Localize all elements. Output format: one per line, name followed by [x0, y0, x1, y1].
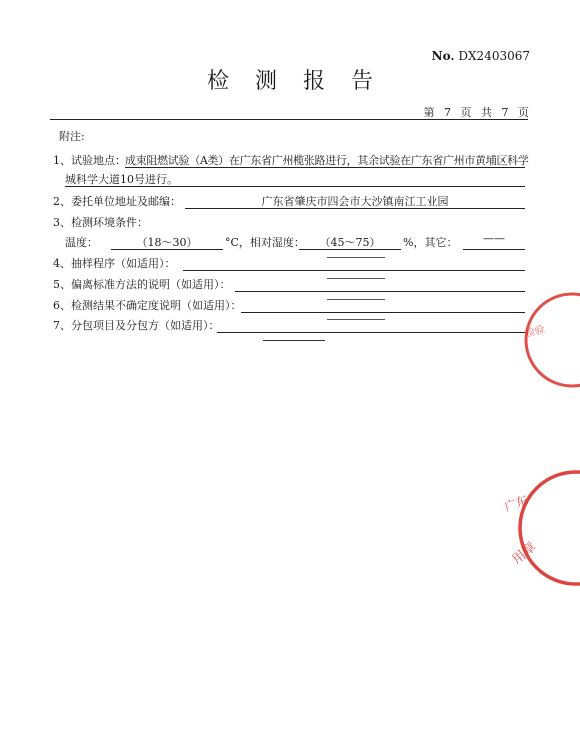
note-item-5-label: 5、偏离标准方法的说明（如适用）：: [53, 278, 231, 291]
note-item-2-label: 2、委托单位地址及邮编：: [53, 195, 181, 208]
report-number: [432, 49, 530, 63]
header-divider: [50, 119, 528, 120]
note-item-1-text-line-a: 成束阻燃试验（A类）在广东省广州榄张路进行，其余试验在广东省广州市黄埔区科学: [125, 154, 529, 167]
note-item-1-prefix: 1、试验地点：: [53, 154, 126, 167]
end-marker: [263, 340, 325, 341]
notes-heading: 附注:: [59, 130, 85, 143]
seal-stamp-bottom-text-2: 用章: [509, 539, 540, 568]
note-item-1-underline-a: [125, 152, 525, 168]
note-item-7-label: 7、分包项目及分包方（如适用）：: [53, 319, 220, 332]
temperature-value: （18～30）: [136, 236, 198, 249]
report-title: 检测报告: [206, 69, 399, 94]
note-item-7-dash: [327, 319, 385, 320]
temperature-unit-humidity-label: °C，相对湿度：: [225, 236, 305, 249]
report-number-label: No.: [431, 49, 455, 63]
page-indicator: 第 7 页 共 7 页: [423, 106, 532, 119]
seal-stamp-bottom: [490, 470, 580, 590]
note-item-6-label: 6、检测结果不确定度说明（如适用）：: [53, 299, 242, 312]
humidity-value: （45～75）: [319, 236, 381, 249]
humidity-unit-other-label: %，其它：: [403, 236, 458, 249]
note-item-4-label: 4、抽样程序（如适用）：: [53, 257, 176, 270]
note-item-1-text-line-b: 城科学大道10号进行。: [65, 173, 178, 186]
seal-stamp-top: [500, 292, 580, 388]
seal-stamp-bottom-text-1: 广东: [502, 492, 530, 515]
seal-stamp-top-text: 检验: [524, 324, 547, 340]
note-item-4-dash: [327, 257, 385, 258]
note-item-6-dash: [327, 299, 385, 300]
note-item-3-label: 3、检测环境条件：: [53, 216, 148, 229]
client-address-value: 广东省肇庆市四会市大沙镇南江工业园: [261, 195, 449, 208]
note-item-5-dash: [327, 278, 385, 279]
other-value: ——: [483, 232, 505, 245]
note-item-1-underline-b: [65, 171, 525, 187]
temperature-label: 温度：: [65, 236, 98, 249]
report-number-value: DX2403067: [458, 49, 530, 63]
